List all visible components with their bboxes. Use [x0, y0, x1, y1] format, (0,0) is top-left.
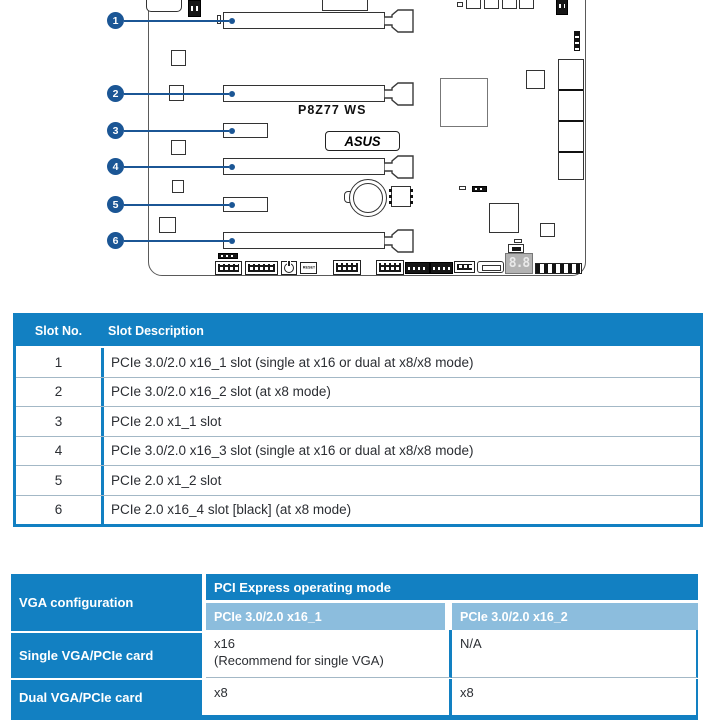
stack-divider [559, 151, 583, 153]
vga-configuration-table [11, 574, 698, 720]
jumper-block [574, 31, 580, 51]
bios-chip [391, 186, 411, 207]
chip-square [171, 50, 186, 66]
chip-square [159, 217, 176, 233]
table-row [16, 436, 700, 466]
callout-number: 4 [112, 160, 119, 173]
com-header [405, 262, 430, 274]
slot-description: PCIe 2.0 x16_4 slot [black] (at x8 mode) [111, 502, 352, 518]
asus-logo: ASUS [344, 133, 381, 149]
power-icon [284, 263, 294, 273]
slot-description: PCIe 3.0/2.0 x16_3 slot (single at x16 or dual at x8/x8 mode) [111, 443, 474, 459]
x16-1-column-header: PCIe 3.0/2.0 x16_1 [206, 603, 445, 630]
slot-dot-4 [229, 164, 235, 170]
slot-dot-1 [229, 18, 235, 24]
table-row [16, 346, 700, 377]
chip-square [171, 140, 186, 155]
leader-line-2 [124, 93, 229, 95]
usb-header [245, 261, 278, 275]
sata-port-stack [558, 59, 584, 180]
callout-badge-2 [107, 85, 124, 102]
reset-button-label: RESET [302, 266, 315, 270]
header-connector [188, 0, 201, 17]
chip-square [489, 203, 519, 233]
header-connector [556, 0, 568, 15]
callout-badge-4 [107, 158, 124, 175]
stack-divider [559, 89, 583, 91]
usb-header [376, 260, 404, 275]
small-component [457, 2, 463, 7]
asus-logo-box [325, 131, 400, 151]
slot-description: PCIe 2.0 x1_2 slot [111, 472, 222, 488]
single-vga-row-header: Single VGA/PCIe card [11, 633, 202, 678]
top-square-component [484, 0, 499, 9]
rear-io-block [146, 0, 182, 12]
stack-divider [559, 120, 583, 122]
table-bottom-border [11, 715, 698, 720]
slot-table-header [16, 316, 700, 346]
cell-line: N/A [460, 636, 482, 651]
reset-button [300, 262, 317, 274]
jumper-cap-inner [512, 247, 521, 251]
pcie-x16-slot-2 [223, 85, 385, 102]
chip-square [540, 223, 555, 237]
dual-vga-x16-1-cell [206, 679, 452, 715]
small-header [218, 253, 238, 259]
header-connector [430, 262, 453, 274]
slot-dot-5 [229, 202, 235, 208]
callout-badge-1 [107, 12, 124, 29]
callout-number: 5 [112, 198, 119, 211]
top-square-component [502, 0, 517, 9]
table-row [16, 495, 700, 525]
slot-dot-3 [229, 128, 235, 134]
table-row [16, 377, 700, 407]
callout-badge-3 [107, 122, 124, 139]
dual-vga-x16-2-cell [452, 679, 698, 715]
leader-line-5 [124, 204, 229, 206]
dip-switch [477, 261, 504, 273]
callout-number: 2 [112, 87, 119, 100]
dual-vga-row-header: Dual VGA/PCIe card [11, 680, 202, 715]
slot-dot-6 [229, 238, 235, 244]
x16-2-column-header: PCIe 3.0/2.0 x16_2 [452, 603, 698, 630]
cell-line: (Recommend for single VGA) [214, 653, 384, 668]
cell-line: x16 [214, 636, 235, 651]
top-square-component [519, 0, 534, 9]
cell-line: x8 [460, 685, 474, 700]
jumper-cap [508, 244, 524, 253]
top-square-component [466, 0, 481, 9]
slot-number: 2 [16, 378, 104, 407]
vga-configuration-header: VGA configuration [11, 574, 202, 631]
chip-square [526, 70, 545, 89]
board-name-label: P8Z77 WS [298, 103, 367, 117]
cell-line: x8 [214, 685, 228, 700]
cmos-battery [349, 179, 387, 217]
small-header [472, 186, 487, 192]
callout-badge-6 [107, 232, 124, 249]
callout-number: 1 [112, 14, 119, 27]
leader-line-3 [124, 130, 229, 132]
battery-inner-ring [353, 183, 383, 213]
slot-dot-2 [229, 91, 235, 97]
slot-number: 1 [16, 348, 104, 377]
slot-latch [384, 81, 416, 107]
pcie-x16-slot-1 [223, 12, 385, 29]
header-connector [454, 261, 475, 273]
chipset-square [440, 78, 488, 127]
slot-number: 6 [16, 496, 104, 525]
chip-square [172, 180, 184, 193]
slot-table-body [16, 346, 700, 524]
leader-line-4 [124, 166, 229, 168]
debug-led-display: 8.8 [505, 253, 533, 274]
slot-latch [384, 154, 416, 180]
leader-line-1 [124, 20, 229, 22]
single-vga-x16-2-cell [452, 630, 698, 678]
callout-badge-5 [107, 196, 124, 213]
usb-header [333, 260, 361, 275]
single-vga-x16-1-cell [206, 630, 452, 678]
front-panel-header [215, 261, 242, 275]
slot-description: PCIe 3.0/2.0 x16_2 slot (at x8 mode) [111, 384, 331, 400]
slot-latch [384, 8, 416, 34]
slot-number: 5 [16, 466, 104, 495]
pcie-x16-slot-3 [223, 158, 385, 175]
slot-description: PCIe 3.0/2.0 x16_1 slot (single at x16 or dual at x8/x8 mode) [111, 354, 474, 370]
slot-latch [384, 228, 416, 254]
dip-switch-slider [482, 265, 501, 271]
slot-table [13, 313, 703, 527]
slot-description: PCIe 2.0 x1_1 slot [111, 413, 222, 429]
small-component [459, 186, 466, 190]
table-row [16, 465, 700, 495]
slot-number: 3 [16, 407, 104, 436]
pin-strip-connector [535, 263, 582, 274]
slot-description-header: Slot Description [108, 324, 204, 338]
slot-no-header: Slot No. [34, 324, 83, 338]
small-component [514, 239, 522, 243]
motherboard-diagram [0, 0, 711, 302]
pcie-x16-slot-4 [223, 232, 385, 249]
top-socket [322, 0, 368, 11]
callout-number: 3 [112, 124, 119, 137]
pci-express-mode-header: PCI Express operating mode [206, 574, 698, 600]
slot-number: 4 [16, 437, 104, 466]
callout-number: 6 [112, 234, 119, 247]
table-row [16, 406, 700, 436]
power-button [281, 261, 297, 275]
leader-line-6 [124, 240, 229, 242]
